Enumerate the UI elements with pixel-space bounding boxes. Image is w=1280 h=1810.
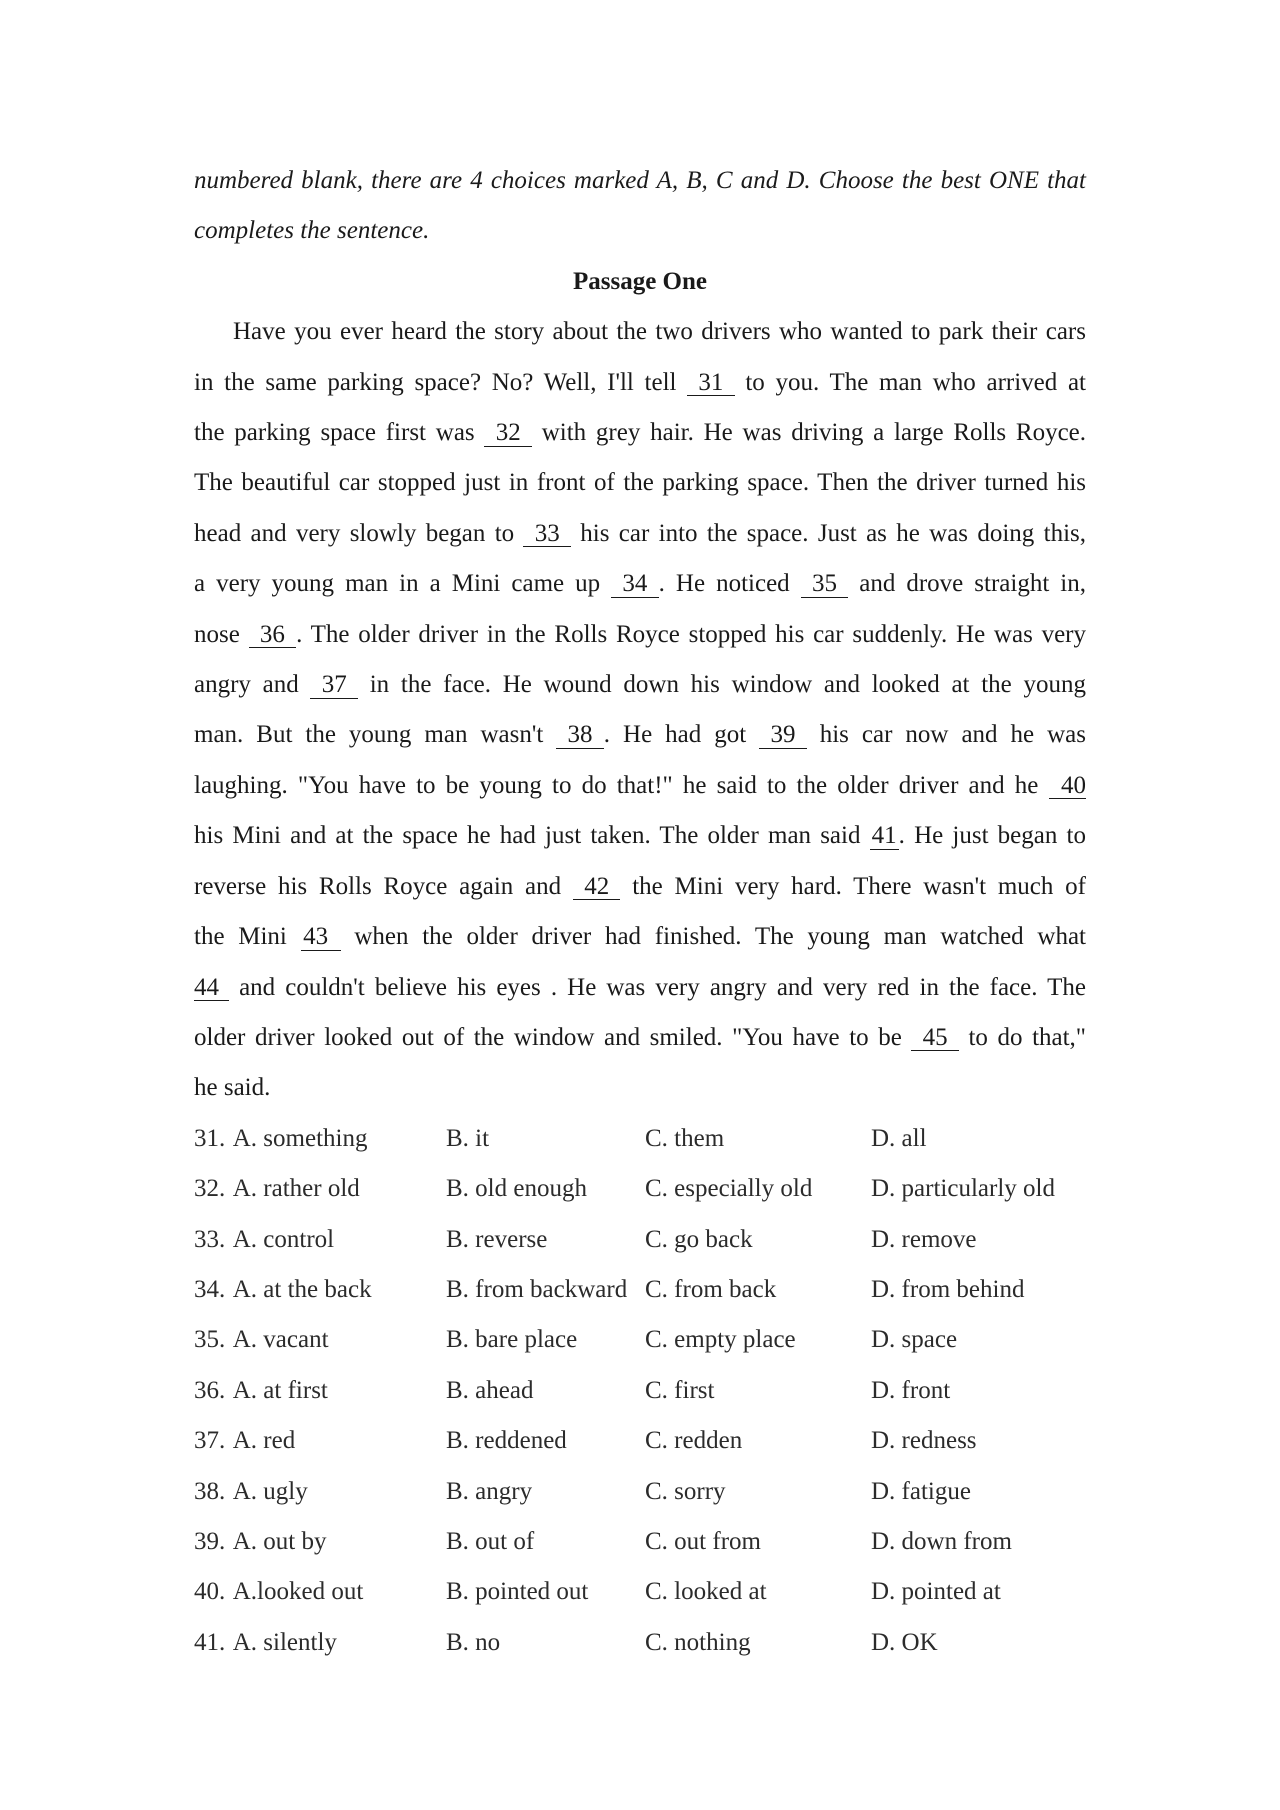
passage-text: . The older driver in the Rolls Royce stopped his car suddenly. He was very <box>296 620 1086 648</box>
option-d: D. pointed at <box>871 1578 1001 1606</box>
passage-text: . He just began to <box>898 822 1086 850</box>
blank-45: 45 <box>911 1025 959 1052</box>
question-cell-a <box>194 1517 446 1567</box>
question-number: 33. <box>194 1225 226 1253</box>
option-b: B. angry <box>446 1477 533 1505</box>
passage-text: older driver looked out of the window and smiled. "You have to be <box>194 1023 912 1051</box>
question-cell-c <box>645 1164 871 1214</box>
question-cell-d <box>871 1517 1086 1567</box>
question-cell-c <box>645 1618 871 1668</box>
question-cell-d <box>871 1567 1086 1617</box>
question-cell-b <box>446 1114 645 1164</box>
blank-42: 42 <box>573 874 621 901</box>
blank-38: 38 <box>556 722 604 749</box>
question-cell-d <box>871 1416 1086 1466</box>
passage-text: and drove straight in, <box>848 570 1087 598</box>
passage-line <box>194 458 1086 508</box>
option-a: A. out by <box>232 1527 327 1555</box>
option-d: D. all <box>871 1124 927 1152</box>
question-cell-d <box>871 1366 1086 1416</box>
question-cell-c <box>645 1315 871 1365</box>
passage-line <box>194 1013 1086 1063</box>
option-b: B. no <box>446 1628 501 1656</box>
question-cell-b <box>446 1215 645 1265</box>
option-c: C. go back <box>645 1225 753 1253</box>
question-cell-a <box>194 1416 446 1466</box>
passage-line <box>194 912 1086 962</box>
question-row-32 <box>194 1164 1086 1214</box>
question-number: 41. <box>194 1628 226 1656</box>
option-c: C. especially old <box>645 1175 813 1203</box>
question-cell-d <box>871 1467 1086 1517</box>
question-cell-a <box>194 1215 446 1265</box>
question-number: 35. <box>194 1326 226 1354</box>
question-cell-a <box>194 1265 446 1315</box>
blank-31: 31 <box>687 370 735 397</box>
question-cell-d <box>871 1265 1086 1315</box>
passage-text: to do that," <box>958 1023 1087 1051</box>
blank-33: 33 <box>523 521 571 548</box>
question-cell-a <box>194 1366 446 1416</box>
question-number: 37. <box>194 1427 226 1455</box>
passage-line <box>194 811 1086 861</box>
option-a: A. ugly <box>232 1477 308 1505</box>
question-number: 36. <box>194 1376 226 1404</box>
blank-32: 32 <box>484 420 532 447</box>
option-b: B. out of <box>446 1527 535 1555</box>
option-d: D. down from <box>871 1527 1012 1555</box>
option-b: B. bare place <box>446 1326 578 1354</box>
question-cell-c <box>645 1416 871 1466</box>
passage-text: when the older driver had finished. The young man watched what <box>340 923 1086 951</box>
question-cell-b <box>446 1315 645 1365</box>
question-cell-b <box>446 1265 645 1315</box>
option-c: C. them <box>645 1124 725 1152</box>
question-cell-b <box>446 1517 645 1567</box>
option-d: D. redness <box>871 1427 977 1455</box>
passage-text: a very young man in a Mini came up <box>194 570 612 598</box>
question-row-35 <box>194 1315 1086 1365</box>
passage-text: angry and <box>194 671 311 699</box>
option-c: C. first <box>645 1376 715 1404</box>
question-cell-d <box>871 1315 1086 1365</box>
option-c: C. empty place <box>645 1326 796 1354</box>
question-cell-c <box>645 1517 871 1567</box>
option-c: C. out from <box>645 1527 761 1555</box>
instruction-line: numbered blank, there are 4 choices marked A, B, C and D. Choose the best ONE that <box>194 167 1086 194</box>
passage-text: his car into the space. Just as he was doing this, <box>570 519 1086 547</box>
passage-text: . He noticed <box>658 570 801 598</box>
option-a: A. control <box>232 1225 335 1253</box>
question-row-31 <box>194 1114 1086 1164</box>
instruction-line: completes the sentence. <box>194 217 430 245</box>
option-c: C. looked at <box>645 1578 767 1606</box>
question-cell-b <box>446 1567 645 1617</box>
option-a: A. vacant <box>232 1326 329 1354</box>
blank-39: 39 <box>759 722 807 749</box>
passage-text: with grey hair. He was driving a large Rolls Royce. <box>531 419 1087 447</box>
option-a: A.looked out <box>232 1578 364 1606</box>
passage-text: the Mini very hard. There wasn't much of <box>620 872 1086 900</box>
option-d: D. OK <box>871 1628 938 1656</box>
question-row-39 <box>194 1517 1086 1567</box>
question-cell-c <box>645 1467 871 1517</box>
question-cell-c <box>645 1567 871 1617</box>
question-row-34 <box>194 1265 1086 1315</box>
blank-34: 34 <box>611 571 659 598</box>
passage-text: Have you ever heard the story about the two drivers who wanted to park their cars <box>233 318 1086 346</box>
question-options <box>194 1114 1086 1668</box>
option-d: D. fatigue <box>871 1477 971 1505</box>
blank-37: 37 <box>310 672 358 699</box>
option-a: A. something <box>232 1124 368 1152</box>
passage-line <box>194 408 1086 458</box>
question-cell-d <box>871 1164 1086 1214</box>
passage-line <box>194 610 1086 660</box>
option-b: B. reverse <box>446 1225 548 1253</box>
passage-line <box>194 710 1086 760</box>
question-row-37 <box>194 1416 1086 1466</box>
blank-36: 36 <box>249 622 297 649</box>
question-cell-c <box>645 1114 871 1164</box>
option-d: D. front <box>871 1376 951 1404</box>
passage-text: to you. The man who arrived at <box>734 368 1086 396</box>
question-number: 39. <box>194 1527 226 1555</box>
option-a: A. red <box>232 1427 296 1455</box>
question-row-41 <box>194 1618 1086 1668</box>
passage-text: head and very slowly began to <box>194 519 524 547</box>
question-cell-a <box>194 1164 446 1214</box>
option-d: D. from behind <box>871 1275 1025 1303</box>
passage-text: the Mini <box>194 923 301 951</box>
passage-line <box>194 358 1086 408</box>
passage-line <box>194 761 1086 811</box>
passage-text: man. But the young man wasn't <box>194 721 557 749</box>
option-b: B. it <box>446 1124 490 1152</box>
question-row-33 <box>194 1215 1086 1265</box>
blank-40: 40 <box>1049 773 1087 800</box>
option-a: A. at first <box>232 1376 328 1404</box>
option-b: B. pointed out <box>446 1578 589 1606</box>
passage-text: The beautiful car stopped just in front of the parking space. Then the driver turned his <box>194 469 1086 497</box>
question-cell-b <box>446 1618 645 1668</box>
option-b: B. from backward <box>446 1275 628 1303</box>
question-number: 34. <box>194 1275 226 1303</box>
passage-line <box>194 307 1086 357</box>
passage-text: and couldn't believe his eyes . He was very angry and very red in the face. The <box>229 973 1086 1001</box>
question-row-40 <box>194 1567 1086 1617</box>
passage-text: his car now and he was <box>806 721 1086 749</box>
question-cell-c <box>645 1366 871 1416</box>
question-cell-d <box>871 1215 1086 1265</box>
question-cell-a <box>194 1467 446 1517</box>
question-cell-d <box>871 1114 1086 1164</box>
question-cell-a <box>194 1618 446 1668</box>
option-a: A. at the back <box>232 1275 372 1303</box>
passage-text: he said. <box>194 1074 271 1102</box>
passage-text: the parking space first was <box>194 419 485 447</box>
question-cell-d <box>871 1618 1086 1668</box>
option-c: C. sorry <box>645 1477 726 1505</box>
option-c: C. nothing <box>645 1628 751 1656</box>
passage-line <box>194 862 1086 912</box>
blank-35: 35 <box>801 571 849 598</box>
blank-41: 41 <box>871 822 897 850</box>
option-d: D. space <box>871 1326 958 1354</box>
question-number: 40. <box>194 1578 226 1606</box>
passage-title: Passage One <box>572 267 708 295</box>
question-row-38 <box>194 1467 1086 1517</box>
passage-line <box>194 1063 1086 1113</box>
instructions <box>194 156 1086 257</box>
passage-text: his Mini and at the space he had just taken. The older man said <box>194 822 870 850</box>
option-d: D. particularly old <box>871 1175 1055 1203</box>
question-number: 38. <box>194 1477 226 1505</box>
question-cell-c <box>645 1215 871 1265</box>
option-b: B. reddened <box>446 1427 567 1455</box>
passage-text: in the face. He wound down his window and looked at the young <box>357 671 1086 699</box>
question-number: 32. <box>194 1175 226 1203</box>
option-b: B. old enough <box>446 1175 587 1203</box>
passage-line <box>194 660 1086 710</box>
blank-44: 44 <box>194 975 229 1002</box>
question-cell-b <box>446 1467 645 1517</box>
passage-line <box>194 509 1086 559</box>
question-cell-b <box>446 1366 645 1416</box>
passage-text: . He had got <box>603 721 760 749</box>
passage-text: reverse his Rolls Royce again and <box>194 872 573 900</box>
option-d: D. remove <box>871 1225 977 1253</box>
page-content <box>194 156 1086 1668</box>
question-cell-b <box>446 1416 645 1466</box>
question-row-36 <box>194 1366 1086 1416</box>
option-c: C. from back <box>645 1275 777 1303</box>
passage-body <box>194 307 1086 1114</box>
question-cell-a <box>194 1114 446 1164</box>
passage-line <box>194 963 1086 1013</box>
blank-43: 43 <box>301 924 341 951</box>
question-cell-b <box>446 1164 645 1214</box>
question-cell-a <box>194 1315 446 1365</box>
passage-text: nose <box>194 620 249 648</box>
question-cell-a <box>194 1567 446 1617</box>
option-a: A. silently <box>232 1628 337 1656</box>
option-b: B. ahead <box>446 1376 534 1404</box>
question-number: 31. <box>194 1124 226 1152</box>
question-cell-c <box>645 1265 871 1315</box>
option-a: A. rather old <box>232 1175 360 1203</box>
passage-text: laughing. "You have to be young to do that!" he said to the older driver and he <box>194 771 1049 799</box>
passage-text: in the same parking space? No? Well, I'll tell <box>194 368 688 396</box>
passage-line <box>194 559 1086 609</box>
option-c: C. redden <box>645 1427 743 1455</box>
